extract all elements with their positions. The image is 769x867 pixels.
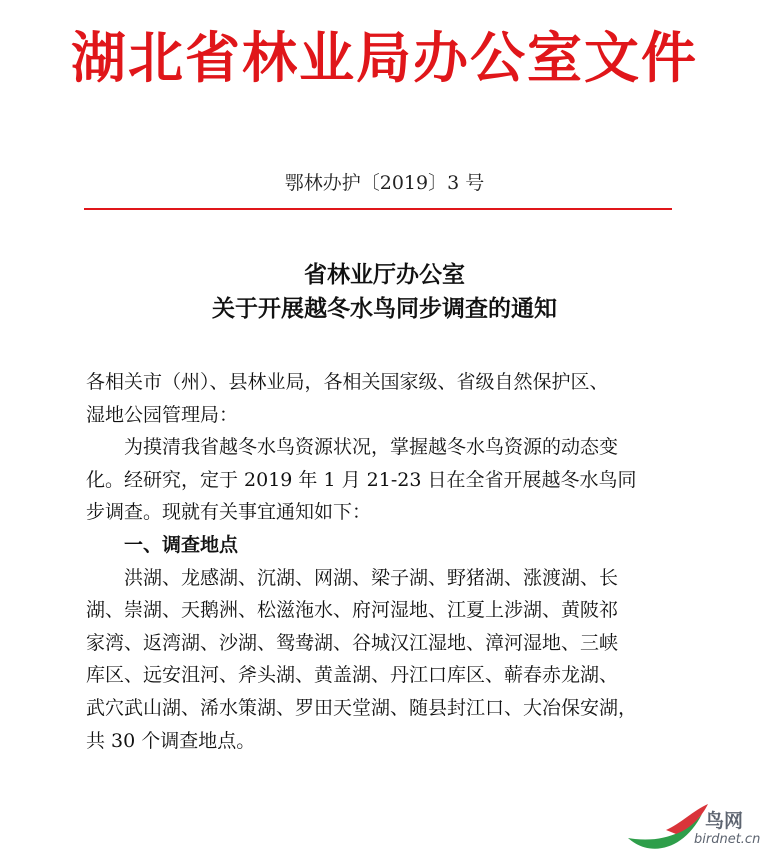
document-number: 鄂林办护〔2019〕3 号 xyxy=(284,172,485,194)
body-line: 家湾、返湾湖、沙湖、鸳鸯湖、谷城汉江湿地、漳河湿地、三峡 xyxy=(86,631,619,654)
document-title-line-2: 关于开展越冬水鸟同步调查的通知 xyxy=(212,296,557,322)
body-line: 各相关市（州）、县林业局，各相关国家级、省级自然保护区、 xyxy=(86,371,609,393)
body-line: 为摸清我省越冬水鸟资源状况，掌握越冬水鸟资源的动态变 xyxy=(124,436,619,459)
body-line: 洪湖、龙感湖、沉湖、网湖、梁子湖、野猪湖、涨渡湖、长 xyxy=(124,566,619,589)
header-title: 湖北省林业局办公室文件 xyxy=(70,26,698,90)
watermark-brand: 鸟网 xyxy=(705,810,744,832)
watermark-url: birdnet.cn xyxy=(694,832,761,847)
body-line: 共 30 个调查地点。 xyxy=(86,729,256,752)
red-divider xyxy=(84,208,672,210)
section-heading: 一、调查地点 xyxy=(124,533,239,556)
document-title xyxy=(0,258,769,326)
body-line: 化。经研究，定于 2019 年 1 月 21-23 日在全省开展越冬水鸟同 xyxy=(86,468,637,491)
document-body xyxy=(86,366,686,757)
body-line: 武穴武山湖、浠水策湖、罗田天堂湖、随县封江口、大冶保安湖， xyxy=(86,696,638,719)
body-line: 库区、远安沮河、斧头湖、黄盖湖、丹江口库区、蕲春赤龙湖、 xyxy=(86,664,619,687)
body-line: 湖、崇湖、天鹅洲、松滋沲水、府河湿地、江夏上涉湖、黄陂祁 xyxy=(86,599,619,622)
body-line: 步调查。现就有关事宜通知如下： xyxy=(86,501,372,524)
document-title-line-1: 省林业厅办公室 xyxy=(304,262,465,288)
body-line: 湿地公园管理局： xyxy=(86,403,239,426)
